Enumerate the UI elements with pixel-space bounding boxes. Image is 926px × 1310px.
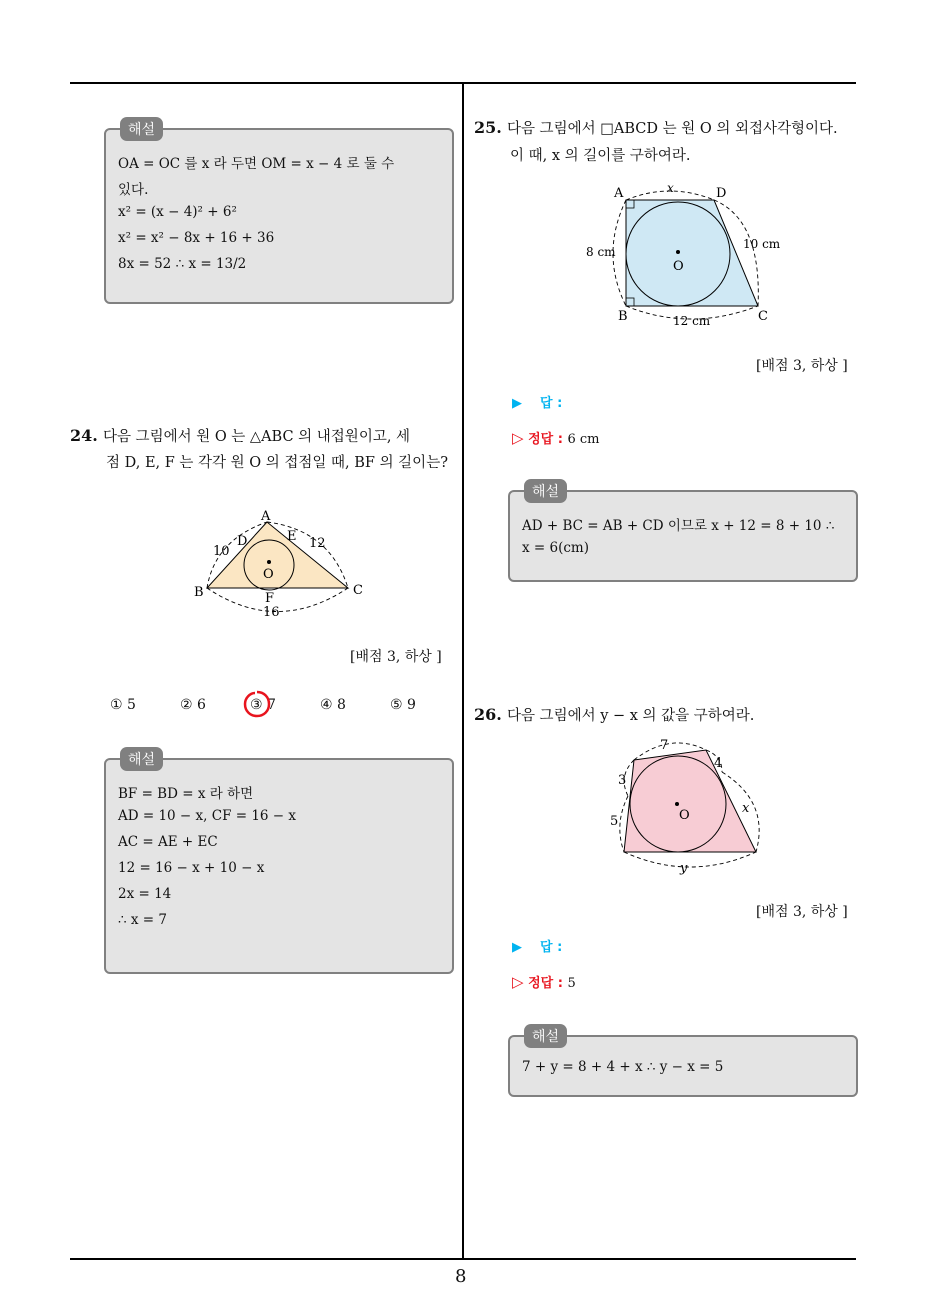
question-26 <box>474 704 754 725</box>
correct-line-25 <box>512 428 599 447</box>
outline-triangle-icon: ▷ <box>512 429 524 447</box>
solution-line: OA = OC 를 x 라 두면 OM = x − 4 로 둘 수 <box>118 156 395 172</box>
label-topright: 4 <box>714 756 723 771</box>
label-left: 5 <box>610 814 619 829</box>
correct-value: 6 cm <box>567 432 600 447</box>
solution-tag: 해설 <box>524 479 567 503</box>
solution-tag: 해설 <box>524 1024 567 1048</box>
answer-label: 답 : <box>540 396 563 411</box>
label-F: F <box>265 591 275 606</box>
label-bottom: 12 cm <box>673 314 711 328</box>
answer-line-26 <box>512 936 562 955</box>
correct-value: 5 <box>567 976 576 991</box>
label-ab: 10 <box>213 544 230 559</box>
solution-line: AD + BC = AB + CD 이므로 x + 12 = 8 + 10 ∴ <box>522 518 835 534</box>
question-24 <box>70 425 455 446</box>
solution-line: 8x = 52 ∴ x = 13/2 <box>118 256 247 272</box>
solution-line: 있다. <box>118 182 149 198</box>
label-A: A <box>614 186 624 201</box>
label-left-top: 3 <box>618 773 627 788</box>
question-text-line2: 이 때, x 의 길이를 구하여라. <box>510 148 691 164</box>
answer-line-25 <box>512 392 562 411</box>
solution-line: BF = BD = x 라 하면 <box>118 786 254 802</box>
question-text-line1: 다음 그림에서 □ABCD 는 원 O 의 외접사각형이다. <box>506 121 838 137</box>
label-D: D <box>716 186 727 201</box>
question-number: 24. <box>70 426 98 445</box>
correct-line-26 <box>512 972 576 991</box>
question-number: 26. <box>474 705 502 724</box>
score-25: [배점 3, 하상 ] <box>756 358 848 374</box>
label-ac: 12 <box>309 536 326 551</box>
question-number: 25. <box>474 118 502 137</box>
correct-label: 정답 : <box>528 432 563 447</box>
play-triangle-icon: ▶ <box>512 396 522 411</box>
solution-box-23 <box>104 122 454 304</box>
choice-3[interactable]: ③ 7 <box>250 697 276 713</box>
label-D: D <box>237 534 248 549</box>
selected-answer-mark-icon <box>242 689 272 719</box>
solution-line: AD = 10 − x, CF = 16 − x <box>118 808 297 824</box>
choice-1[interactable]: ① 5 <box>110 697 136 713</box>
label-C: C <box>758 309 768 324</box>
label-O: O <box>673 259 684 274</box>
score-24: [배점 3, 하상 ] <box>350 649 442 665</box>
label-y: y <box>680 861 688 876</box>
solution-line: 12 = 16 − x + 10 − x <box>118 860 265 876</box>
quadrilateral-incircle-figure <box>580 180 790 330</box>
label-A: A <box>261 509 271 524</box>
choice-4[interactable]: ④ 8 <box>320 697 346 713</box>
label-E: E <box>287 529 297 544</box>
column-divider <box>462 84 464 1260</box>
question-text: 다음 그림에서 y − x 의 값을 구하여라. <box>506 708 755 724</box>
play-triangle-icon: ▶ <box>512 940 522 955</box>
label-B: B <box>194 585 204 600</box>
quadrilateral-26-figure <box>600 732 780 880</box>
label-top: 7 <box>660 738 669 753</box>
solution-line: ∴ x = 7 <box>118 912 167 928</box>
question-text-line2: 점 D, E, F 는 각각 원 O 의 접점일 때, BF 의 길이는? <box>106 455 448 471</box>
label-O: O <box>263 567 274 582</box>
solution-line: AC = AE + EC <box>118 834 218 850</box>
question-text-line1: 다음 그림에서 원 O 는 △ABC 의 내접원이고, 세 <box>102 429 411 445</box>
triangle-incircle-figure <box>185 500 375 625</box>
label-left: 8 cm <box>586 245 616 259</box>
solution-box-25 <box>508 484 858 582</box>
solution-tag: 해설 <box>120 117 163 141</box>
solution-box-24 <box>104 752 454 974</box>
label-O: O <box>679 808 690 823</box>
solution-line: 7 + y = 8 + 4 + x ∴ y − x = 5 <box>522 1059 724 1075</box>
label-x: x <box>742 801 750 816</box>
question-25 <box>474 117 864 138</box>
label-C: C <box>353 583 363 598</box>
label-x: x <box>667 181 674 195</box>
page-number: 8 <box>455 1266 467 1287</box>
answer-label: 답 : <box>540 940 563 955</box>
choice-5[interactable]: ⑤ 9 <box>390 697 416 713</box>
solution-line: x = 6(cm) <box>522 540 589 556</box>
label-right: 10 cm <box>743 237 781 251</box>
solution-box-26 <box>508 1029 858 1097</box>
outline-triangle-icon: ▷ <box>512 973 524 991</box>
choice-2[interactable]: ② 6 <box>180 697 206 713</box>
solution-line: x² = (x − 4)² + 6² <box>118 204 237 220</box>
score-26: [배점 3, 하상 ] <box>756 904 848 920</box>
solution-line: x² = x² − 8x + 16 + 36 <box>118 230 275 246</box>
label-bc: 16 <box>263 605 280 620</box>
solution-tag: 해설 <box>120 747 163 771</box>
solution-line: 2x = 14 <box>118 886 172 902</box>
label-B: B <box>618 309 628 324</box>
correct-label: 정답 : <box>528 976 563 991</box>
